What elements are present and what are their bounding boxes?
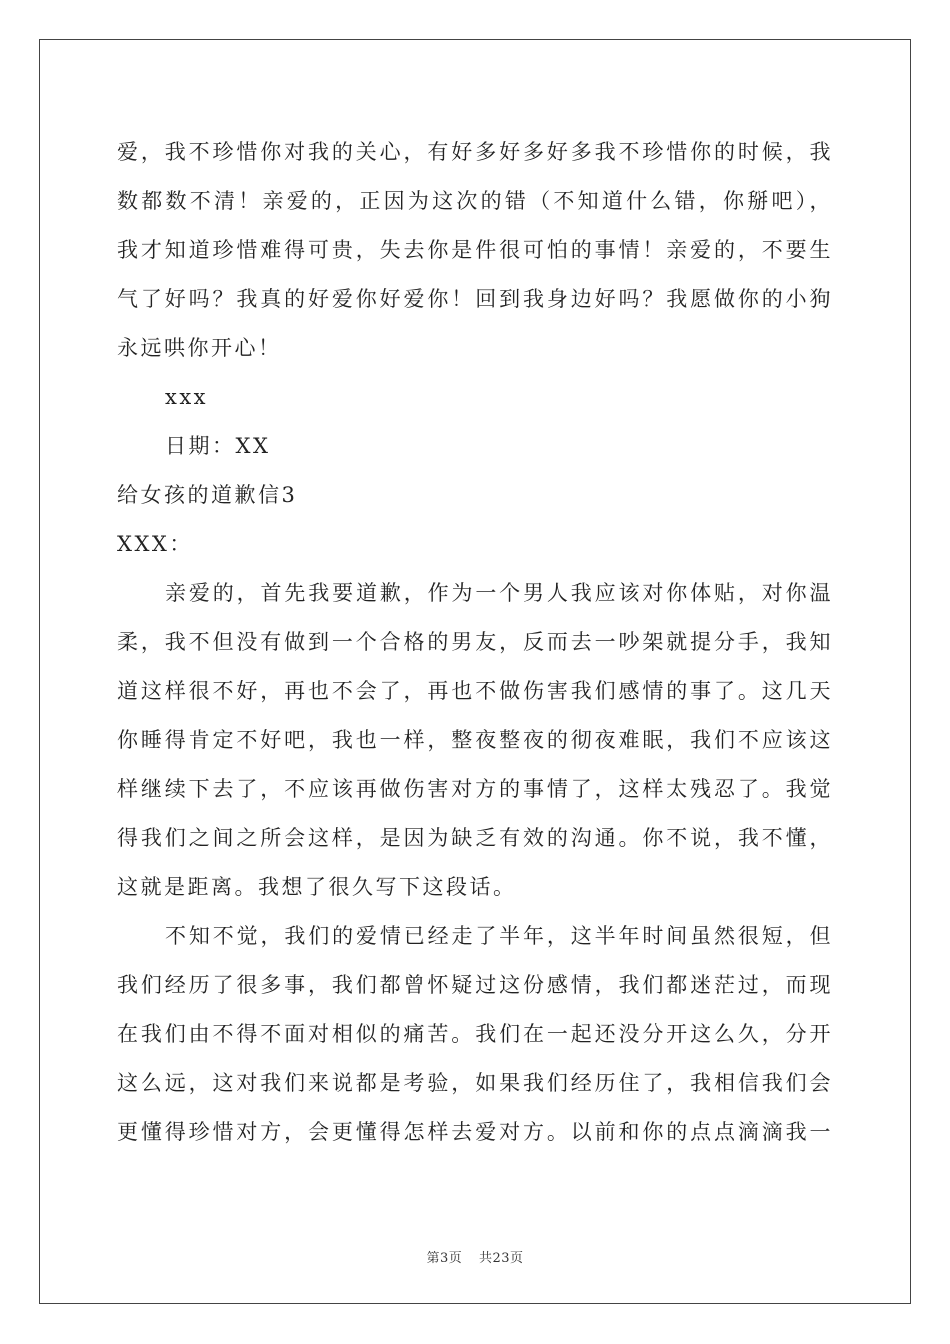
text-line: 永远哄你开心！ xyxy=(117,336,282,360)
page-footer xyxy=(0,1247,950,1266)
text-line: 我们经历了很多事，我们都曾怀疑过这份感情，我们都迷茫过，而现 xyxy=(117,973,833,997)
text-line: 给女孩的道歉信3 xyxy=(117,483,298,507)
text-line: 这么远，这对我们来说都是考验，如果我们经历住了，我相信我们会 xyxy=(117,1071,833,1095)
text-line: 数都数不清！亲爱的，正因为这次的错（不知道什么错，你掰吧）， xyxy=(117,189,833,213)
page-number: 第3页 xyxy=(426,1251,463,1266)
text-line: 不知不觉，我们的爱情已经走了半年，这半年时间虽然很短，但 xyxy=(165,924,833,948)
text-line: 得我们之间之所会这样，是因为缺乏有效的沟通。你不说，我不懂， xyxy=(117,826,833,850)
text-line: 亲爱的，首先我要道歉，作为一个男人我应该对你体贴，对你温 xyxy=(165,581,833,605)
text-line: XXX： xyxy=(117,532,193,556)
text-line: 道这样很不好，再也不会了，再也不做伤害我们感情的事了。这几天 xyxy=(117,679,833,703)
text-line: 爱，我不珍惜你对我的关心，有好多好多好多我不珍惜你的时候，我 xyxy=(117,140,833,164)
text-line: 样继续下去了，不应该再做伤害对方的事情了，这样太残忍了。我觉 xyxy=(117,777,833,801)
text-line: 气了好吗？我真的好爱你好爱你！回到我身边好吗？我愿做你的小狗 xyxy=(117,287,833,311)
text-line: 这就是距离。我想了很久写下这段话。 xyxy=(117,875,517,899)
text-line: 日期：XX xyxy=(165,434,271,458)
text-line: 柔，我不但没有做到一个合格的男友，反而去一吵架就提分手，我知 xyxy=(117,630,833,654)
text-line: 更懂得珍惜对方，会更懂得怎样去爱对方。以前和你的点点滴滴我一 xyxy=(117,1120,833,1144)
total-pages: 共23页 xyxy=(478,1251,524,1266)
text-line: 我才知道珍惜难得可贵，失去你是件很可怕的事情！亲爱的，不要生 xyxy=(117,238,833,262)
text-line: 在我们由不得不面对相似的痛苦。我们在一起还没分开这么久，分开 xyxy=(117,1022,833,1046)
text-line: 你睡得肯定不好吧，我也一样，整夜整夜的彻夜难眠，我们不应该这 xyxy=(117,728,833,752)
document-body xyxy=(117,128,833,1157)
text-line: xxx xyxy=(165,385,209,409)
